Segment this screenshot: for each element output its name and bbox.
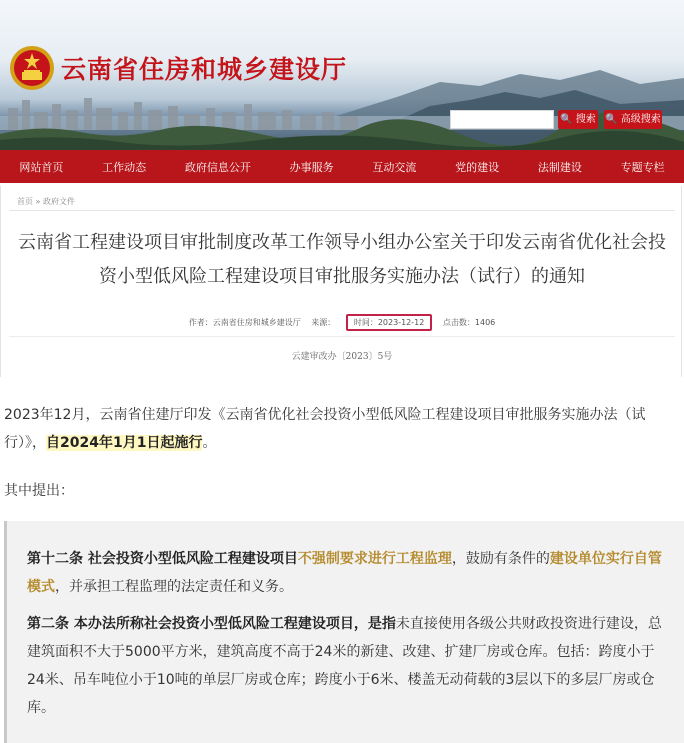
q2-heading: 第二条 本办法所称社会投资小型低风险工程建设项目，是指 xyxy=(27,616,396,632)
nav-item-gov-info[interactable]: 政府信息公开 xyxy=(184,160,251,174)
quote-article-12 xyxy=(27,545,670,601)
site-title: 云南省住房和城乡建设厅 xyxy=(61,55,348,84)
q2-text: 未直接使用各级公共财政投资进行建设，总建筑面积不大于5000平方米，建筑高度不高于24米的新建、改建、扩建厂房或仓库。包括：跨度小于24米、吊车吨位小于10吨的单层厂房或仓库；跨度小于6米、楼盖无动荷载的3层以下的多层厂房或仓库。 xyxy=(27,616,662,716)
meta-time: 时间：2023-12-12 xyxy=(346,314,433,331)
advanced-search-button[interactable]: 🔍 高级搜索 xyxy=(604,110,662,129)
nav-item-interaction[interactable]: 互动交流 xyxy=(372,160,417,174)
nav-item-home[interactable]: 网站首页 xyxy=(19,160,64,174)
header-banner xyxy=(0,0,684,150)
divider xyxy=(9,210,675,211)
quote-article-2 xyxy=(27,610,670,722)
nav-item-party[interactable]: 党的建设 xyxy=(455,160,500,174)
meta-source: 来源： xyxy=(311,318,336,327)
search-input[interactable] xyxy=(450,110,554,129)
article-title: 云南省工程建设项目审批制度改革工作领导小组办公室关于印发云南省优化社会投资小型低风险工程建设项目审批服务实施办法（试行）的通知 xyxy=(18,232,666,287)
breadcrumb-home[interactable]: 首页 xyxy=(17,197,33,206)
breadcrumb-current[interactable]: 政府文件 xyxy=(42,197,75,206)
national-emblem-icon xyxy=(9,45,55,91)
breadcrumb xyxy=(17,196,75,207)
search-button[interactable]: 🔍 搜索 xyxy=(558,110,598,129)
nav-item-topics[interactable]: 专题专栏 xyxy=(620,160,665,174)
article-meta xyxy=(1,314,683,331)
meta-author: 作者：云南省住房和城乡建设厅 xyxy=(188,318,301,327)
divider xyxy=(9,336,675,337)
meta-clicks: 点击数：1406 xyxy=(442,318,496,327)
quote-block xyxy=(4,521,684,743)
q1-highlight-self-management: 建设单位实行自管模式 xyxy=(27,551,662,595)
nav-item-work-news[interactable]: 工作动态 xyxy=(102,160,147,174)
q1-text: ，鼓励有条件的 xyxy=(451,551,550,567)
main-nav xyxy=(0,150,684,183)
intro-suffix: 。 xyxy=(202,435,217,451)
intro-text: 2023年12月，云南省住建厅印发《云南省优化社会投资小型低风险工程建设项目审批服务实施办法（试行）》， xyxy=(4,407,646,451)
document-number: 云建审改办〔2023〕5号 xyxy=(291,352,393,362)
article-card xyxy=(0,186,682,377)
nav-item-services[interactable]: 办事服务 xyxy=(289,160,334,174)
nav-item-legal[interactable]: 法制建设 xyxy=(537,160,582,174)
q1-highlight-supervision: 不强制要求进行工程监理 xyxy=(297,551,452,567)
breadcrumb-separator: » xyxy=(33,197,43,206)
intro-paragraph xyxy=(4,401,682,457)
q1-heading: 第十二条 社会投资小型低风险工程建设项目 xyxy=(27,551,298,567)
lead-in-paragraph: 其中提出： xyxy=(4,483,74,499)
intro-effective-date: 自2024年1月1日起施行 xyxy=(46,435,203,451)
q1-tail: ，并承担工程监理的法定责任和义务。 xyxy=(55,579,293,595)
